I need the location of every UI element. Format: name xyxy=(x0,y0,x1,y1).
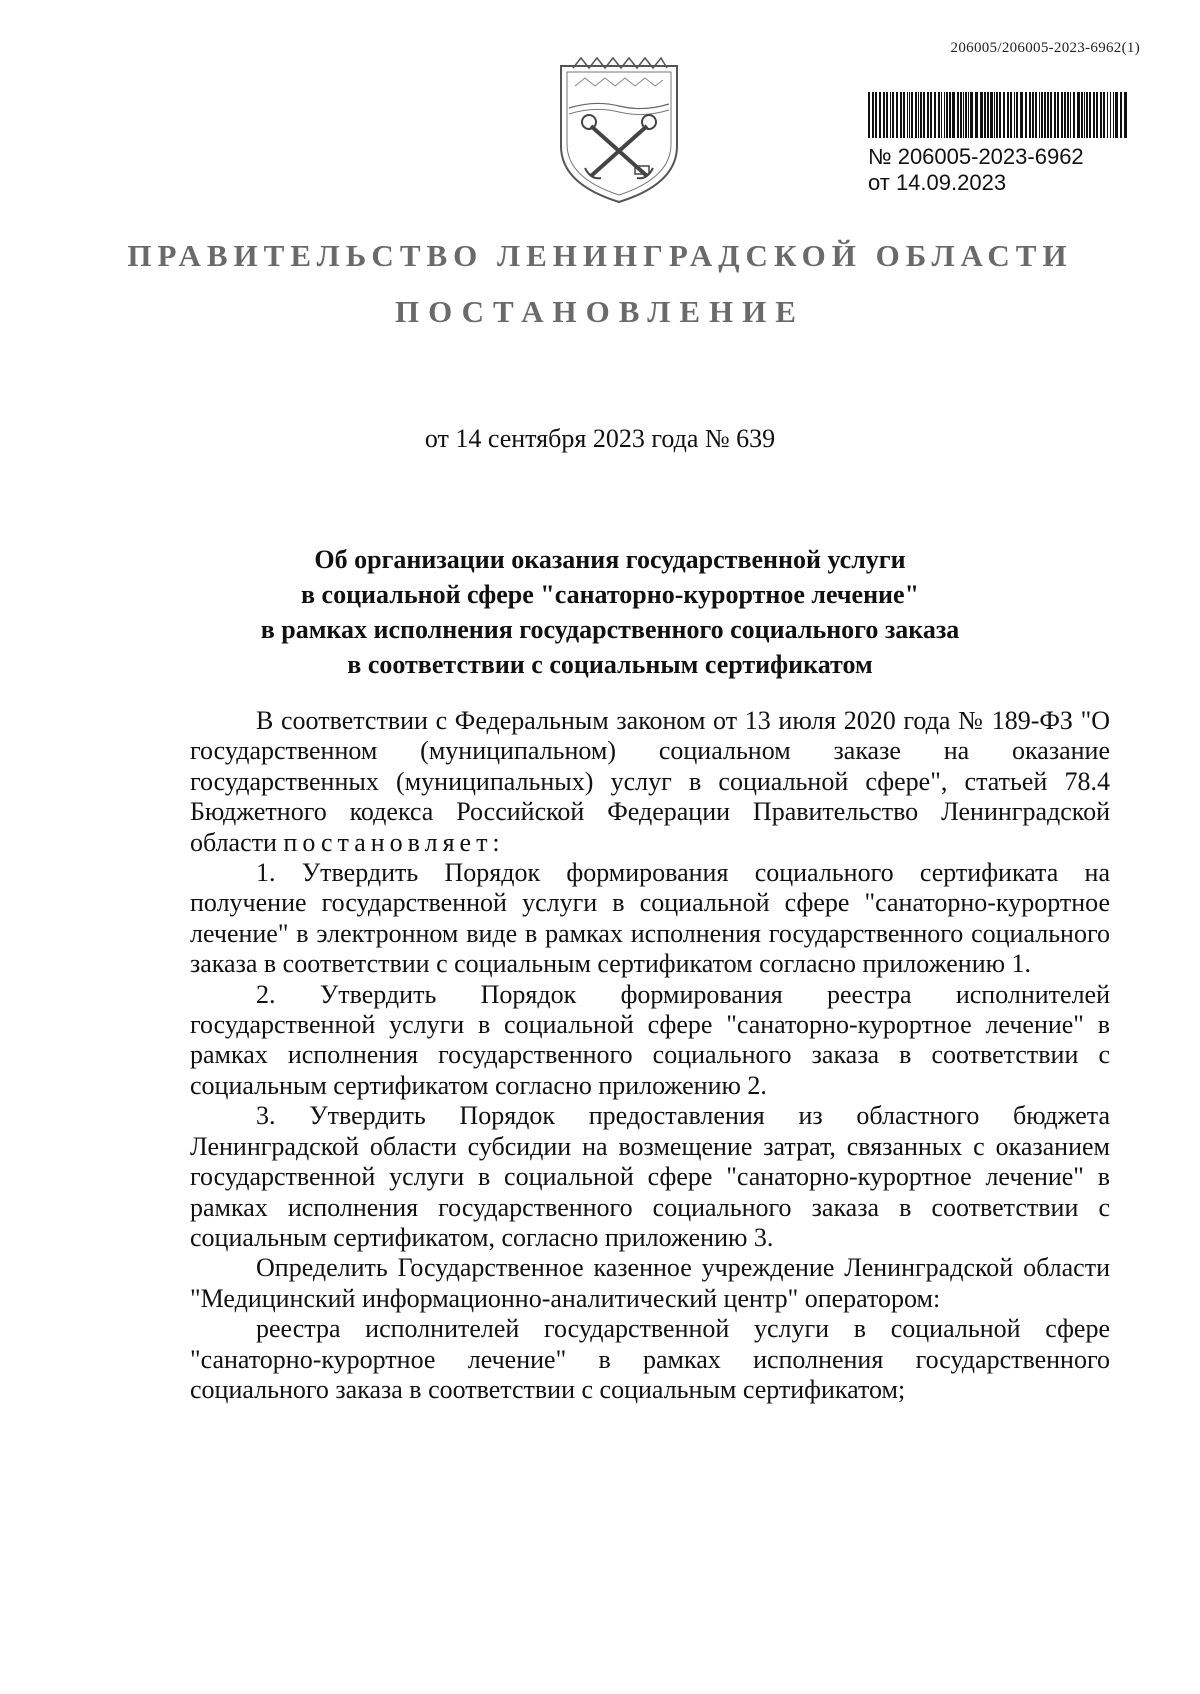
stamp-date: от 14.09.2023 xyxy=(868,170,1007,195)
government-title: ПРАВИТЕЛЬСТВО ЛЕНИНГРАДСКОЙ ОБЛАСТИ xyxy=(127,238,1073,273)
registration-stamp xyxy=(868,92,1138,196)
barcode-icon xyxy=(868,92,1130,138)
document-subject xyxy=(170,542,1050,682)
decree-word: постановляет: xyxy=(283,827,505,857)
document-date: от 14 сентября 2023 года № 639 xyxy=(424,424,776,453)
leningrad-oblast-coat-of-arms-icon xyxy=(555,56,683,206)
subject-line: Об организации оказания государственной услуги xyxy=(314,545,906,574)
item-3-paragraph: 3. Утвердить Порядок предоставления из областного бюджета Ленинградской области субсидии на возмещение затрат, связанных с оказанием государственной услуги в социальной сфере "санаторно-курортное лечение" в рамках исполнения государственного социального заказа в соответствии с социальным сертификатом, согласно приложению 3. xyxy=(190,1101,1110,1252)
subject-line: в соответствии с социальным сертификатом xyxy=(347,650,873,679)
item-4-paragraph: Определить Государственное казенное учреждение Ленинградской области "Медицинский информационно-аналитический центр" оператором: xyxy=(190,1253,1110,1313)
document-body xyxy=(190,706,1110,1405)
stamp-number: № 206005-2023-6962 xyxy=(868,144,1084,169)
subject-line: в рамках исполнения государственного социального заказа xyxy=(260,615,960,644)
subject-line: в социальной сфере "санаторно-курортное лечение" xyxy=(300,580,920,609)
preamble-text: В соответствии с Федеральным законом от 13 июля 2020 года № 189-ФЗ "О государственном (муниципальном) социальном заказе на оказание государственных (муниципальных) услуг в социальной сфере", статьей 78.4 Бюджетного кодекса Российской Федерации Правительство Ленинградской области xyxy=(190,706,1110,857)
preamble-paragraph xyxy=(190,706,1110,858)
document-type-title: ПОСТАНОВЛЕНИЕ xyxy=(395,294,805,329)
item-4-sub-paragraph: реестра исполнителей государственной услуги в социальной сфере "санаторно-курортное лечение" в рамках исполнения государственного социального заказа в соответствии с социальным сертификатом; xyxy=(190,1314,1110,1404)
item-2-paragraph: 2. Утвердить Порядок формирования реестра исполнителей государственной услуги в социальной сфере "санаторно-курортное лечение" в рамках исполнения государственного социального заказа в соответствии с социальным сертификатом согласно приложению 2. xyxy=(190,979,1110,1100)
registration-id: 206005/206005-2023-6962(1) xyxy=(950,40,1140,56)
item-1-paragraph: 1. Утвердить Порядок формирования социального сертификата на получение государственной услуги в социальной сфере "санаторно-курортное лечение" в электронном виде в рамках исполнения государственного социального заказа в соответствии с социальным сертификатом согласно приложению 1. xyxy=(190,858,1110,979)
